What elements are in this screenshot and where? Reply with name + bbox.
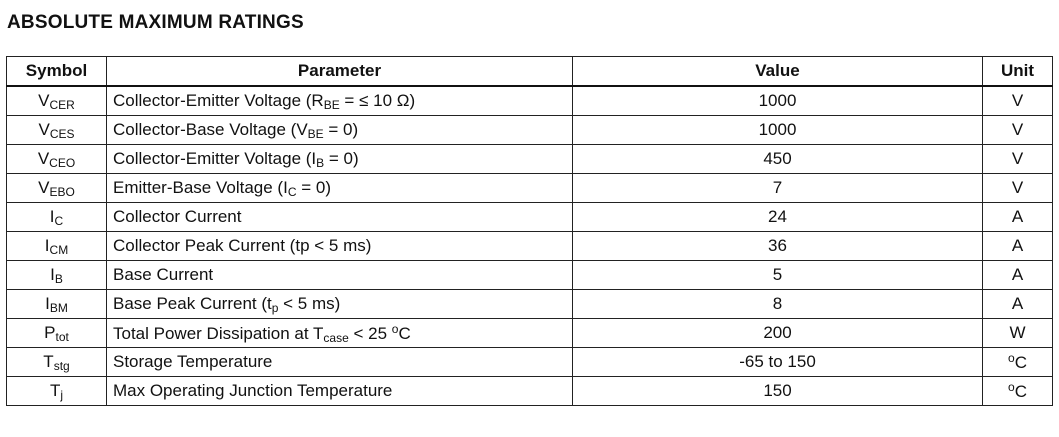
value-cell: 24 bbox=[573, 203, 983, 232]
unit-cell bbox=[983, 290, 1053, 319]
table-row bbox=[7, 116, 1053, 145]
symbol-letter: T bbox=[49, 380, 61, 400]
symbol-subscript: stg bbox=[53, 358, 70, 373]
symbol-cell bbox=[7, 86, 107, 116]
parameter-text: = ≤ 10 Ω) bbox=[339, 90, 416, 110]
parameter-cell bbox=[107, 116, 573, 145]
unit-text: A bbox=[1011, 265, 1024, 284]
parameter-superscript: o bbox=[391, 321, 399, 336]
parameter-text: Collector-Emitter Voltage (R bbox=[113, 90, 324, 110]
table-row bbox=[7, 290, 1053, 319]
parameter-text: Collector-Emitter Voltage (I bbox=[113, 148, 317, 168]
parameter-text: Emitter-Base Voltage (I bbox=[113, 177, 288, 197]
unit-cell bbox=[983, 348, 1053, 377]
parameter-subscript: p bbox=[271, 300, 279, 315]
unit-cell bbox=[983, 377, 1053, 406]
parameter-text: = 0) bbox=[323, 119, 359, 139]
symbol-cell bbox=[7, 174, 107, 203]
header-unit: Unit bbox=[983, 57, 1053, 87]
symbol-letter: V bbox=[38, 119, 50, 139]
parameter-subscript: case bbox=[323, 330, 349, 345]
parameter-text: Max Operating Junction Temperature bbox=[113, 381, 393, 400]
symbol-cell bbox=[7, 232, 107, 261]
parameter-text: Base Current bbox=[113, 265, 214, 284]
table-header-row bbox=[7, 57, 1053, 87]
parameter-subscript: B bbox=[316, 155, 325, 170]
unit-text: A bbox=[1011, 207, 1024, 226]
symbol-subscript: C bbox=[54, 213, 64, 228]
parameter-subscript: BE bbox=[307, 126, 324, 141]
parameter-cell bbox=[107, 377, 573, 406]
symbol-subscript: j bbox=[60, 387, 64, 402]
parameter-cell bbox=[107, 232, 573, 261]
table-row bbox=[7, 232, 1053, 261]
symbol-letter: P bbox=[44, 322, 56, 342]
symbol-letter: I bbox=[44, 235, 50, 255]
parameter-text: Total Power Dissipation at T bbox=[113, 323, 324, 343]
value-cell: 8 bbox=[573, 290, 983, 319]
value-cell: 150 bbox=[573, 377, 983, 406]
table-body bbox=[7, 86, 1053, 406]
parameter-text: = 0) bbox=[324, 148, 359, 168]
table-row bbox=[7, 261, 1053, 290]
symbol-subscript: CES bbox=[49, 126, 75, 141]
table-row bbox=[7, 145, 1053, 174]
parameter-cell bbox=[107, 290, 573, 319]
unit-cell bbox=[983, 86, 1053, 116]
unit-text: V bbox=[1011, 91, 1024, 110]
parameter-text: < 5 ms) bbox=[278, 293, 341, 313]
symbol-cell bbox=[7, 290, 107, 319]
table-row bbox=[7, 319, 1053, 348]
parameter-subscript: BE bbox=[323, 97, 340, 112]
symbol-subscript: CER bbox=[49, 97, 75, 112]
unit-cell bbox=[983, 145, 1053, 174]
table-row bbox=[7, 348, 1053, 377]
symbol-subscript: CM bbox=[49, 242, 69, 257]
symbol-letter: I bbox=[45, 293, 50, 313]
parameter-subscript: C bbox=[287, 184, 297, 199]
parameter-text: Storage Temperature bbox=[113, 352, 273, 371]
parameter-cell bbox=[107, 203, 573, 232]
table-row bbox=[7, 377, 1053, 406]
table-row bbox=[7, 174, 1053, 203]
absolute-maximum-ratings-table bbox=[6, 56, 1053, 406]
unit-cell bbox=[983, 174, 1053, 203]
unit-text: V bbox=[1011, 120, 1024, 139]
parameter-text: < 25 bbox=[348, 323, 392, 343]
parameter-cell bbox=[107, 348, 573, 377]
section-title: ABSOLUTE MAXIMUM RATINGS bbox=[7, 12, 304, 33]
unit-text: A bbox=[1011, 236, 1024, 255]
symbol-cell bbox=[7, 116, 107, 145]
unit-cell bbox=[983, 261, 1053, 290]
symbol-cell bbox=[7, 348, 107, 377]
value-cell: 200 bbox=[573, 319, 983, 348]
value-cell: 450 bbox=[573, 145, 983, 174]
value-cell: 7 bbox=[573, 174, 983, 203]
unit-cell bbox=[983, 203, 1053, 232]
value-cell: 5 bbox=[573, 261, 983, 290]
value-cell: 36 bbox=[573, 232, 983, 261]
symbol-letter: I bbox=[50, 264, 55, 284]
unit-text: V bbox=[1011, 178, 1024, 197]
symbol-letter: V bbox=[38, 177, 50, 197]
symbol-cell bbox=[7, 203, 107, 232]
parameter-cell bbox=[107, 174, 573, 203]
value-cell: -65 to 150 bbox=[573, 348, 983, 377]
symbol-cell bbox=[7, 377, 107, 406]
unit-cell bbox=[983, 319, 1053, 348]
parameter-text: Collector Current bbox=[113, 207, 242, 226]
parameter-cell bbox=[107, 145, 573, 174]
symbol-subscript: EBO bbox=[49, 184, 75, 199]
symbol-letter: T bbox=[43, 351, 54, 371]
parameter-text: C bbox=[398, 323, 411, 343]
symbol-subscript: B bbox=[54, 271, 63, 286]
unit-cell bbox=[983, 116, 1053, 145]
symbol-cell bbox=[7, 261, 107, 290]
parameter-text: Collector Peak Current (tp < 5 ms) bbox=[113, 236, 372, 255]
parameter-text: Base Peak Current (t bbox=[113, 293, 272, 313]
table-row bbox=[7, 203, 1053, 232]
unit-cell bbox=[983, 232, 1053, 261]
symbol-letter: I bbox=[49, 206, 55, 226]
header-parameter: Parameter bbox=[107, 57, 573, 87]
unit-text: A bbox=[1011, 294, 1024, 313]
value-cell: 1000 bbox=[573, 86, 983, 116]
symbol-letter: V bbox=[38, 90, 50, 110]
header-value: Value bbox=[573, 57, 983, 87]
symbol-cell bbox=[7, 319, 107, 348]
parameter-text: Collector-Base Voltage (V bbox=[113, 119, 308, 139]
symbol-subscript: BM bbox=[49, 300, 68, 315]
parameter-cell bbox=[107, 319, 573, 348]
parameter-cell bbox=[107, 261, 573, 290]
unit-text: C bbox=[1014, 353, 1027, 372]
unit-text: V bbox=[1011, 149, 1024, 168]
unit-superscript: o bbox=[1008, 351, 1015, 365]
parameter-text: = 0) bbox=[296, 177, 331, 197]
value-cell: 1000 bbox=[573, 116, 983, 145]
symbol-subscript: CEO bbox=[49, 155, 76, 170]
symbol-letter: V bbox=[37, 148, 50, 168]
unit-text: C bbox=[1014, 382, 1027, 401]
unit-superscript: o bbox=[1008, 380, 1015, 394]
symbol-subscript: tot bbox=[55, 329, 69, 344]
symbol-cell bbox=[7, 145, 107, 174]
header-symbol: Symbol bbox=[7, 57, 107, 87]
parameter-cell bbox=[107, 86, 573, 116]
unit-text: W bbox=[1009, 323, 1026, 342]
table-row bbox=[7, 86, 1053, 116]
